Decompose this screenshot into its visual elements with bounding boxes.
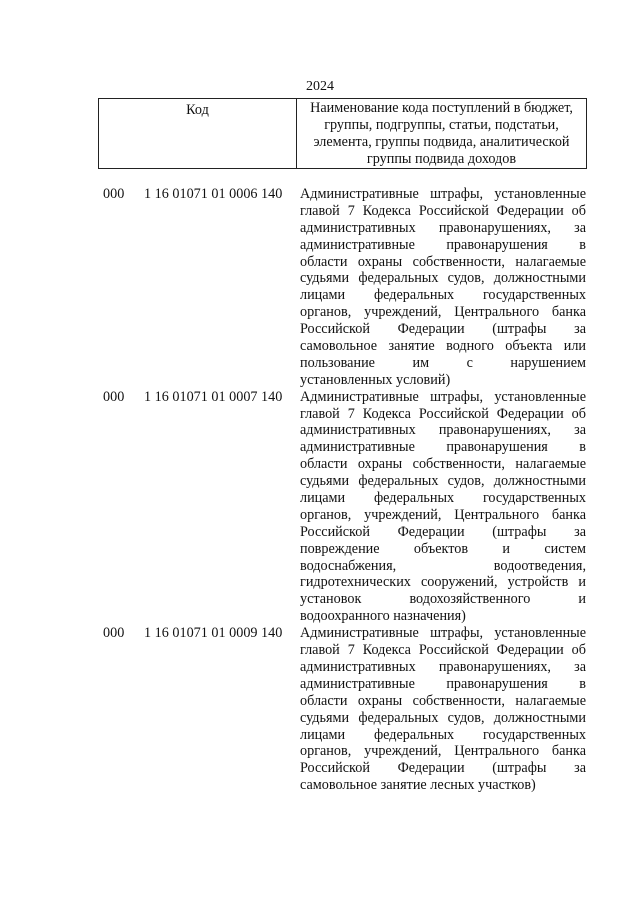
description-line: главой 7 Кодекса Российской Федерации об	[300, 642, 586, 659]
description-line: области охраны собственности, налагаемые	[300, 692, 586, 709]
description-line: установок водохозяйственного и	[300, 591, 586, 608]
table-row	[0, 625, 640, 794]
admin-code: 000	[103, 186, 125, 202]
description-line: административные правонарушения в	[300, 236, 586, 253]
description-line: главой 7 Кодекса Российской Федерации об	[300, 202, 586, 219]
description-line: лицами федеральных государственных	[300, 490, 586, 507]
table-row	[0, 186, 640, 389]
table-row	[0, 389, 640, 625]
description-line: Административные штрафы, установленные	[300, 186, 586, 202]
revenue-description	[300, 625, 586, 794]
description-line: самовольное занятие водного объекта или	[300, 338, 586, 355]
revenue-code: 1 16 01071 01 0006 140	[144, 186, 283, 202]
description-line: лицами федеральных государственных	[300, 287, 586, 304]
header-name-line: группы, подгруппы, статьи, подстатьи,	[324, 116, 559, 133]
revenue-description	[300, 186, 586, 389]
page-number: 2024	[306, 79, 334, 94]
description-line: органов, учреждений, Центрального банка	[300, 304, 586, 321]
description-line: лицами федеральных государственных	[300, 726, 586, 743]
admin-code: 000	[103, 388, 125, 405]
description-line: административных правонарушениях, за	[300, 219, 586, 236]
description-line: области охраны собственности, налагаемые	[300, 253, 586, 270]
description-line: Российской Федерации (штрафы за	[300, 760, 586, 777]
header-name-cell	[296, 99, 587, 168]
revenue-code: 1 16 01071 01 0009 140	[144, 625, 283, 642]
description-line: административных правонарушениях, за	[300, 658, 586, 675]
description-line: главой 7 Кодекса Российской Федерации об	[300, 405, 586, 422]
header-name-line: элемента, группы подвида, аналитической	[313, 133, 570, 150]
header-code-cell: Код	[98, 99, 296, 168]
description-line: гидротехнических сооружений, устройств и	[300, 574, 586, 591]
admin-code: 000	[103, 625, 125, 642]
description-line: водоснабжения, водоотведения,	[300, 557, 586, 574]
description-line: Российской Федерации (штрафы за	[300, 523, 586, 540]
description-line: судьями федеральных судов, должностными	[300, 270, 586, 287]
table-body	[0, 186, 640, 794]
description-line: водоохранного назначения)	[300, 608, 466, 625]
description-line: судьями федеральных судов, должностными	[300, 709, 586, 726]
description-line: судьями федеральных судов, должностными	[300, 473, 586, 490]
description-line: административные правонарушения в	[300, 675, 586, 692]
description-line: повреждение объектов и систем	[300, 540, 586, 557]
header-name-line: Наименование кода поступлений в бюджет,	[310, 100, 573, 116]
table-header	[98, 98, 587, 169]
revenue-description	[300, 389, 586, 625]
description-line: установленных условий)	[300, 371, 451, 388]
description-line: административные правонарушения в	[300, 439, 586, 456]
description-line: пользование им с нарушением	[300, 354, 586, 371]
description-line: Административные штрафы, установленные	[300, 625, 586, 642]
description-line: области охраны собственности, налагаемые	[300, 456, 586, 473]
description-line: административных правонарушениях, за	[300, 422, 586, 439]
revenue-code: 1 16 01071 01 0007 140	[144, 388, 283, 405]
description-line: Административные штрафы, установленные	[300, 388, 586, 405]
description-line: органов, учреждений, Центрального банка	[300, 506, 586, 523]
description-line: органов, учреждений, Центрального банка	[300, 743, 586, 760]
description-line: самовольное занятие лесных участков)	[300, 777, 536, 794]
header-name-line: группы подвида доходов	[366, 150, 517, 167]
description-line: Российской Федерации (штрафы за	[300, 321, 586, 338]
